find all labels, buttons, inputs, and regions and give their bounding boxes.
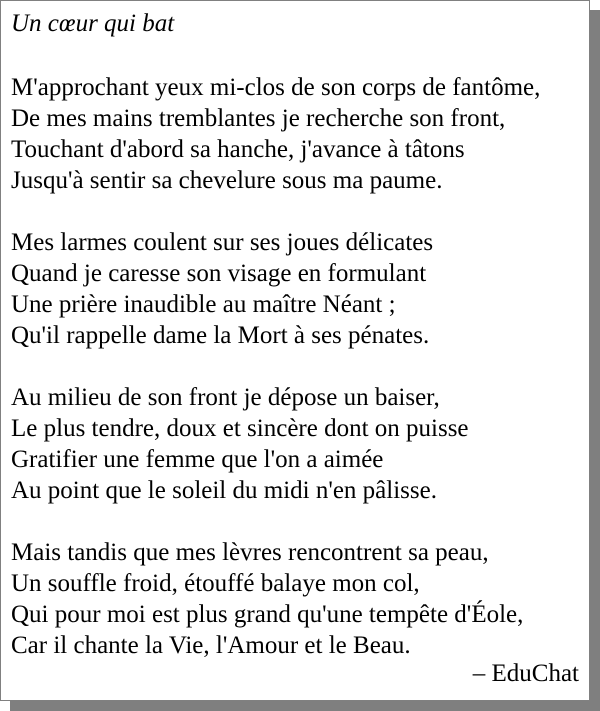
stanza-2	[11, 227, 540, 351]
poem-signature: – EduChat	[472, 660, 579, 687]
poem-line: Gratifier une femme que l'on a aimée	[11, 446, 384, 473]
poem-line: Au milieu de son front je dépose un baiser,	[11, 384, 440, 411]
poem-line: Une prière inaudible au maître Néant ;	[11, 291, 396, 318]
poem-line: Jusqu'à sentir sa chevelure sous ma paume.	[11, 167, 443, 194]
poem-line: De mes mains tremblantes je recherche son front,	[11, 105, 506, 132]
poem-line: Au point que le soleil du midi n'en pâlisse.	[11, 477, 437, 504]
poem-line: Le plus tendre, doux et sincère dont on puisse	[11, 415, 469, 442]
poem-line: Un souffle froid, étouffé balaye mon col,	[11, 570, 420, 597]
poem-line: Car il chante la Vie, l'Amour et le Beau.	[11, 632, 411, 659]
stanza-1	[11, 72, 540, 196]
poem-line: Mes larmes coulent sur ses joues délicates	[11, 229, 434, 256]
poem-line: Qui pour moi est plus grand qu'une tempête d'Éole,	[11, 601, 524, 628]
poem-line: Touchant d'abord sa hanche, j'avance à tâtons	[11, 136, 465, 163]
poem-line: Qu'il rappelle dame la Mort à ses pénates.	[11, 322, 430, 349]
poem-title: Un cœur qui bat	[11, 10, 175, 37]
stanza-4	[11, 537, 540, 661]
stanza-3	[11, 382, 540, 506]
poem-body	[11, 72, 540, 661]
poem-line: Quand je caresse son visage en formulant	[11, 260, 427, 287]
poem-line: M'approchant yeux mi-clos de son corps de fantôme,	[11, 74, 541, 101]
poem-line: Mais tandis que mes lèvres rencontrent sa peau,	[11, 539, 489, 566]
